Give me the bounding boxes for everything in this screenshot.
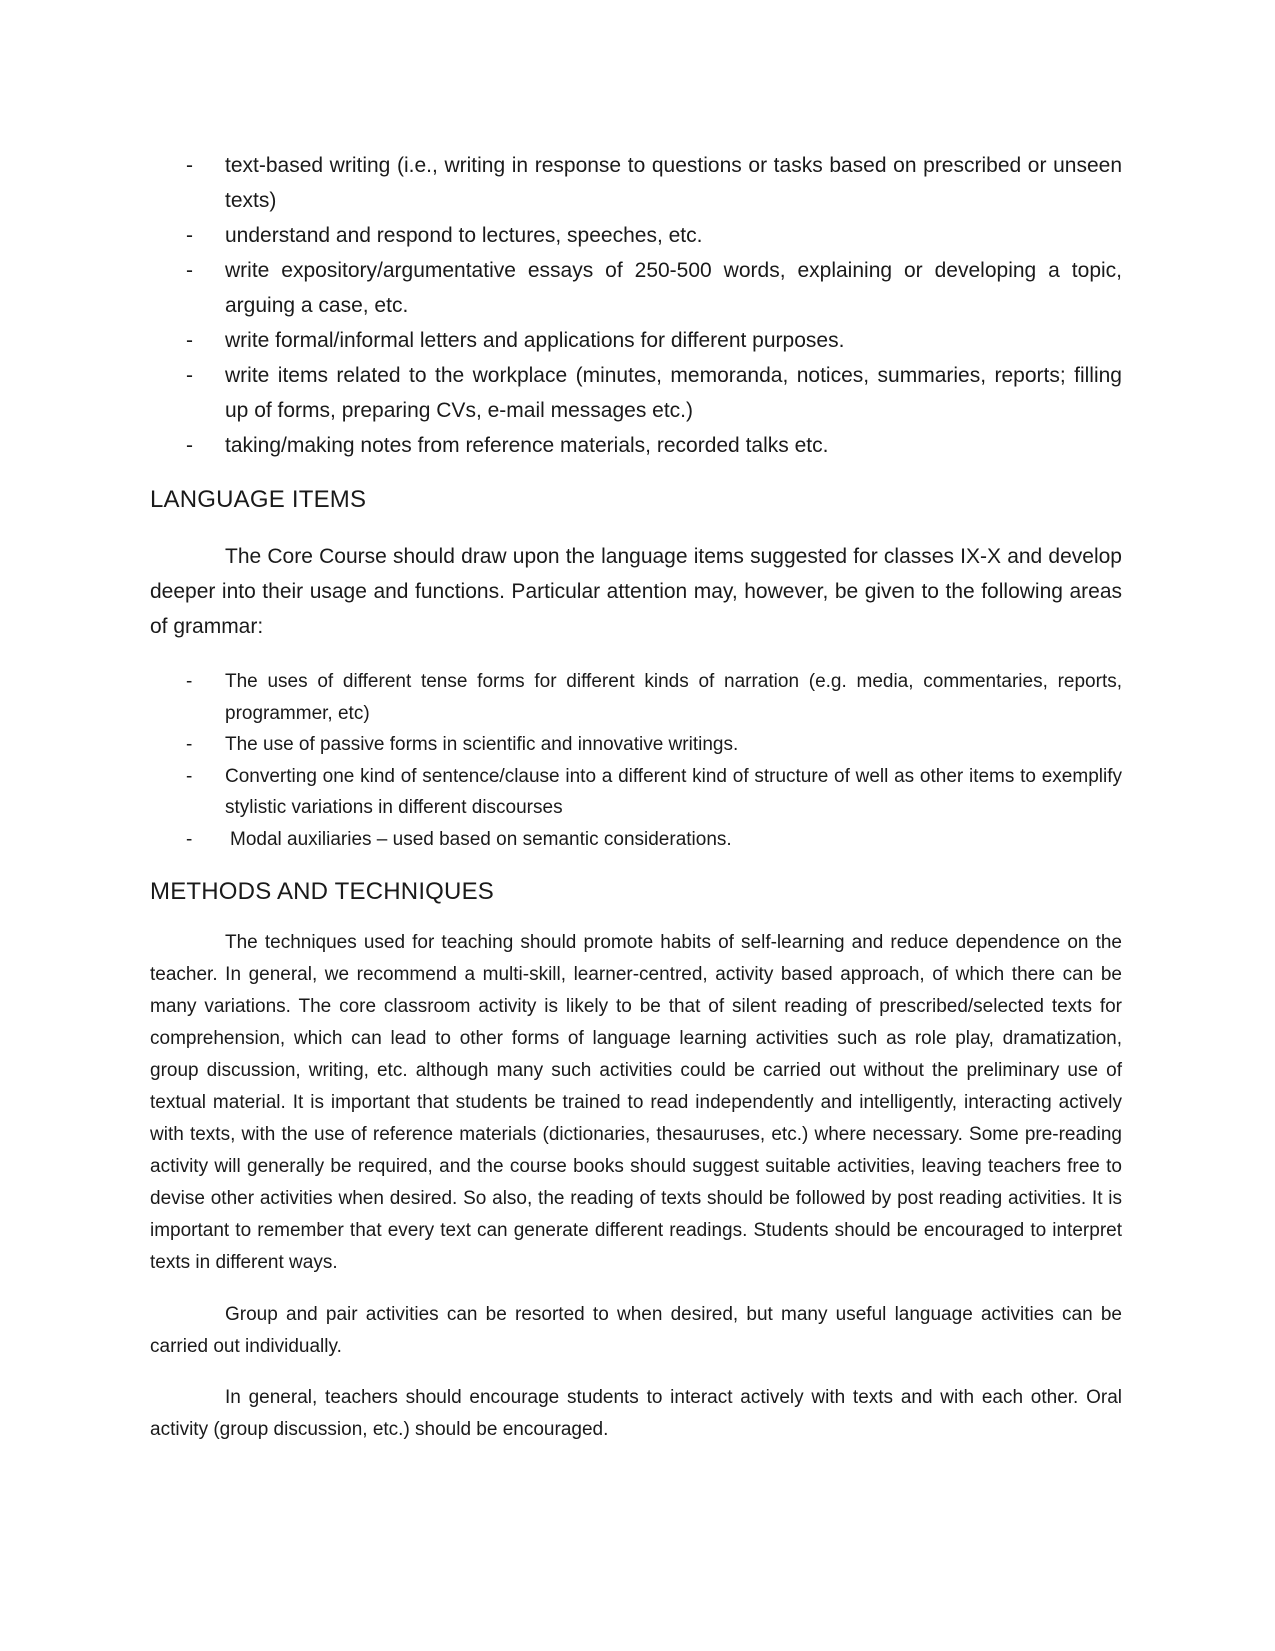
list-item [150,761,1122,824]
list-item-text: Converting one kind of sentence/clause into a different kind of structure of well as other items to exemplify stylistic variations in different discourses [225,765,1122,818]
bullet-dash: - [186,259,193,282]
skills-list [150,148,1122,463]
section-heading-language-items: LANGUAGE ITEMS [150,486,367,513]
bullet-dash: - [186,434,193,457]
list-item [150,824,1122,856]
list-item [150,666,1122,729]
list-item-text: write expository/argumentative essays of 250-500 words, explaining or developing a topic, arguing a case, etc. [225,259,1122,317]
bullet-dash: - [186,329,193,352]
language-items-intro: The Core Course should draw upon the language items suggested for classes IX-X and develop deeper into their usage and functions. Particular attention may, however, be given to the following areas of grammar: [150,545,1122,638]
list-item [150,218,1122,253]
list-item-text: text-based writing (i.e., writing in response to questions or tasks based on prescribed or unseen texts) [225,154,1122,212]
bullet-dash: - [186,671,193,692]
list-item [150,148,1122,218]
bullet-dash: - [186,154,193,177]
bullet-dash: - [186,765,193,787]
document-page [150,148,1122,1446]
methods-paragraph: In general, teachers should encourage students to interact actively with texts and with each other. Oral activity (group discussion, etc.) should be encouraged. [150,1387,1122,1440]
list-item-text: understand and respond to lectures, speeches, etc. [225,224,703,247]
bullet-dash: - [186,364,193,387]
section-heading-methods: METHODS AND TECHNIQUES [150,878,494,905]
bullet-dash: - [186,828,193,850]
methods-paragraph: The techniques used for teaching should promote habits of self-learning and reduce dependence on the teacher. In general, we recommend a multi-skill, learner-centred, activity based approach, of which there can be many variations. The core classroom activity is likely to be that of silent reading of prescribed/selected texts for comprehension, which can lead to other forms of language learning activities such as role play, dramatization, group discussion, writing, etc. although many such activities could be carried out without the preliminary use of textual material. It is important that students be trained to read independently and intelligently, interacting actively with texts, with the use of reference materials (dictionaries, thesauruses, etc.) where necessary. Some pre-reading activity will generally be required, and the course books should suggest suitable activities, leaving teachers free to devise other activities when desired. So also, the reading of texts should be followed by post reading activities. It is important to remember that every text can generate different readings. Students should be encouraged to interpret texts in different ways. [150,932,1122,1273]
list-item-text: The use of passive forms in scientific and innovative writings. [225,734,739,755]
list-item [150,323,1122,358]
list-item [150,358,1122,428]
bullet-dash: - [186,734,193,755]
list-item-text: taking/making notes from reference materials, recorded talks etc. [225,434,829,457]
list-item-text: The uses of different tense forms for different kinds of narration (e.g. media, commentaries, reports, programmer, etc) [225,671,1122,724]
bullet-dash: - [186,224,193,247]
list-item [150,428,1122,463]
list-item-text: write formal/informal letters and applications for different purposes. [225,329,845,352]
grammar-list [150,666,1122,855]
list-item-text: Modal auxiliaries – used based on semantic considerations. [230,828,732,850]
list-item-text: write items related to the workplace (minutes, memoranda, notices, summaries, reports; filling up of forms, preparing CVs, e-mail messages etc.) [225,364,1122,422]
list-item [150,729,1122,761]
methods-paragraph: Group and pair activities can be resorted to when desired, but many useful language activities can be carried out individually. [150,1304,1122,1357]
list-item [150,253,1122,323]
